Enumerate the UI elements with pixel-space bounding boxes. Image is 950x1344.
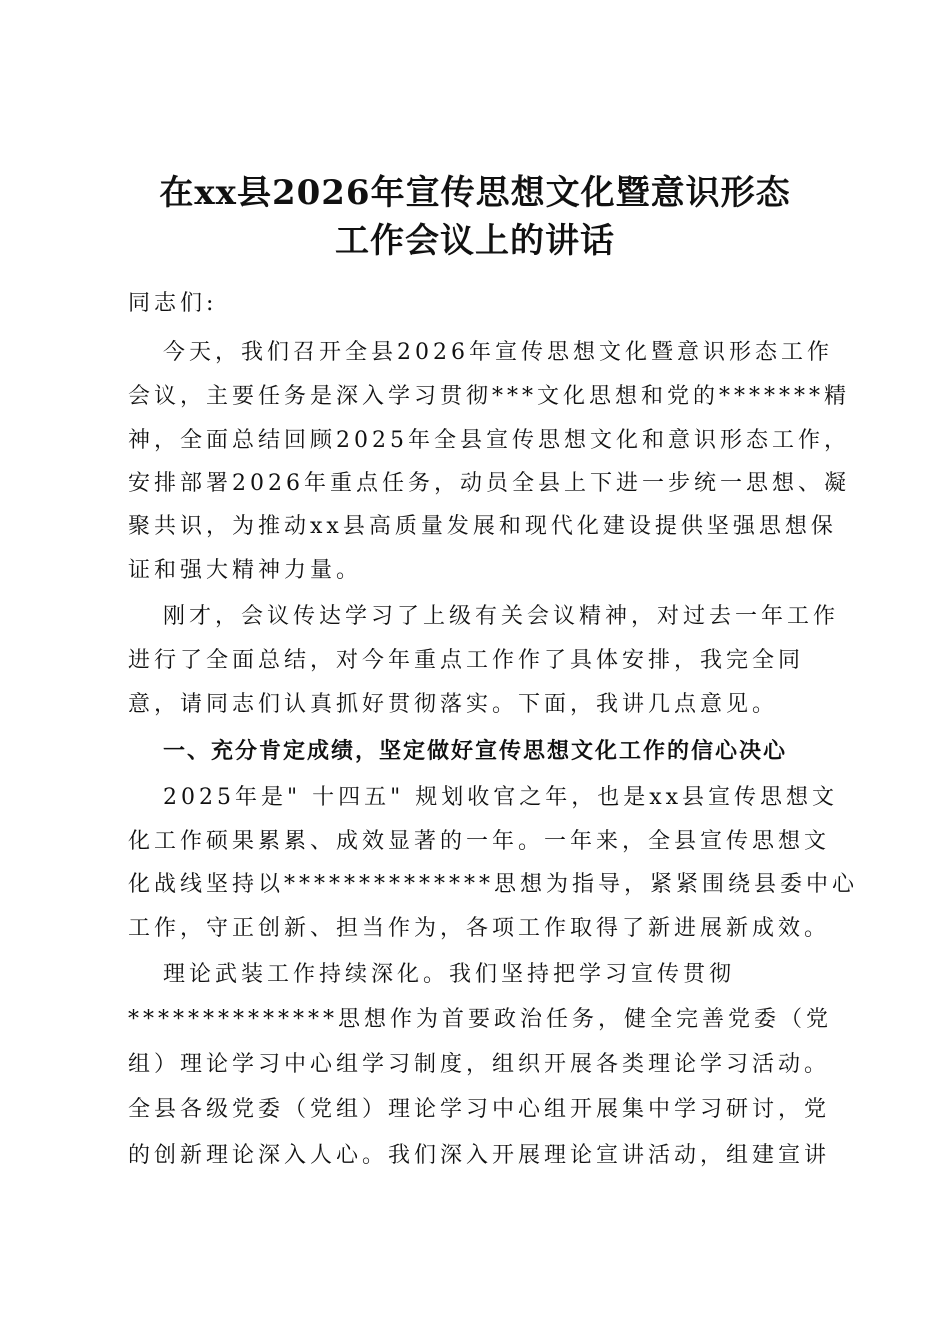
paragraph-line: 工作，守正创新、担当作为，各项工作取得了新进展新成效。 [128,916,831,941]
paragraph-line: 2025年是" 十四五" 规划收官之年，也是xx县宣传思想文 [163,785,839,810]
paragraph-line: 意，请同志们认真抓好贯彻落实。下面，我讲几点意见。 [128,692,779,717]
paragraph-line: 聚共识，为推动xx县高质量发展和现代化建设提供坚强思想保 [128,514,837,539]
paragraph-line: 理论武装工作持续深化。我们坚持把学习宣传贯彻 [163,962,736,987]
paragraph-line: **************思想作为首要政治任务，健全完善党委（党 [128,1007,833,1032]
paragraph-line: 组）理论学习中心组学习制度，组织开展各类理论学习活动。 [128,1052,831,1077]
document-title-line-2: 工作会议上的讲话 [335,221,615,261]
document-title-line-1: 在xx县2026年宣传思想文化暨意识形态 [159,173,791,213]
paragraph-line: 化战线坚持以**************思想为指导，紧紧围绕县委中心 [128,872,859,897]
section-heading: 一、充分肯定成绩，坚定做好宣传思想文化工作的信心决心 [163,739,788,764]
paragraph-line: 神，全面总结回顾2025年全县宣传思想文化和意识形态工作， [128,428,850,453]
paragraph-line: 刚才，会议传达学习了上级有关会议精神，对过去一年工作 [163,604,840,629]
paragraph-line: 全县各级党委（党组）理论学习中心组开展集中学习研讨，党 [128,1097,831,1122]
paragraph-line: 会议，主要任务是深入学习贯彻***文化思想和党的*******精 [128,384,851,409]
salutation: 同志们: [128,291,218,316]
paragraph-line: 的创新理论深入人心。我们深入开展理论宣讲活动，组建宣讲 [128,1143,831,1168]
paragraph-line: 进行了全面总结，对今年重点工作作了具体安排，我完全同 [128,648,805,673]
paragraph-line: 证和强大精神力量。 [128,558,363,583]
paragraph-line: 安排部署2026年重点任务，动员全县上下进一步统一思想、凝 [128,471,850,496]
paragraph-line: 今天，我们召开全县2026年宣传思想文化暨意识形态工作 [163,340,833,365]
paragraph-line: 化工作硕果累累、成效显著的一年。一年来，全县宣传思想文 [128,829,831,854]
